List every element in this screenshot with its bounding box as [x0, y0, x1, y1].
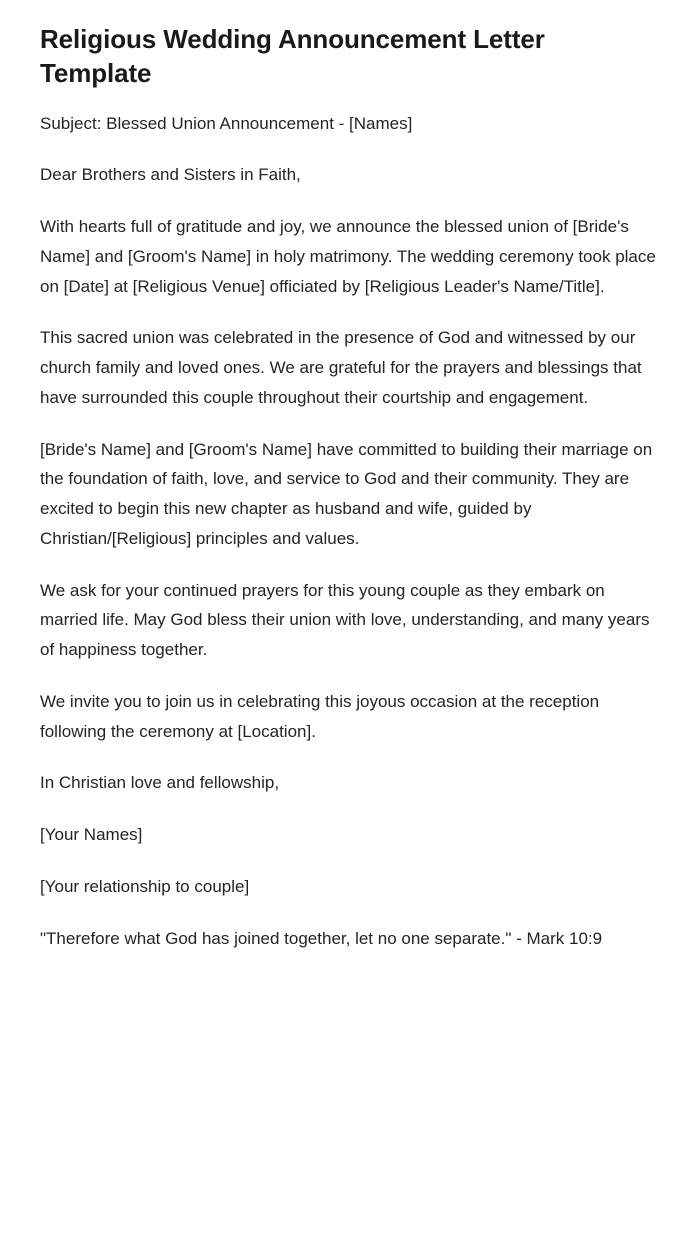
paragraph-salutation: Dear Brothers and Sisters in Faith,: [40, 165, 301, 185]
page-title: Religious Wedding Announcement Letter Template: [40, 24, 545, 89]
paragraph-closing: In Christian love and fellowship,: [40, 773, 280, 793]
paragraph-signature-names: [Your Names]: [40, 825, 143, 845]
paragraph-invitation: We invite you to join us in celebrating this joyous occasion at the reception following the ceremony at [Location].: [40, 691, 604, 741]
paragraph-scripture-quote: "Therefore what God has joined together, let no one separate." - Mark 10:9: [40, 928, 603, 948]
paragraph-signature-relationship: [Your relationship to couple]: [40, 876, 250, 896]
paragraph-commitment: [Bride's Name] and [Groom's Name] have committed to building their marriage on the foundation of faith, love, and service to God and their community. They are excited to begin this new chapter as husband and wife, guided by Christian/[Religious] principles and values.: [40, 439, 657, 548]
paragraph-announcement: With hearts full of gratitude and joy, we announce the blessed union of [Bride's Name] and [Groom's Name] in holy matrimony. The wedding ceremony took place on [Date] at [Religious Venue] officiated by [Religious Leader's Name/Title].: [40, 217, 661, 296]
paragraph-sacred-union: This sacred union was celebrated in the presence of God and witnessed by our church family and loved ones. We are grateful for the prayers and blessings that have surrounded this couple throughout their courtship and engagement.: [40, 328, 647, 407]
paragraph-subject: Subject: Blessed Union Announcement - [Names]: [40, 113, 413, 133]
paragraph-prayers: We ask for your continued prayers for this young couple as they embark on married life. May God bless their union with love, understanding, and many years of happiness together.: [40, 580, 655, 660]
